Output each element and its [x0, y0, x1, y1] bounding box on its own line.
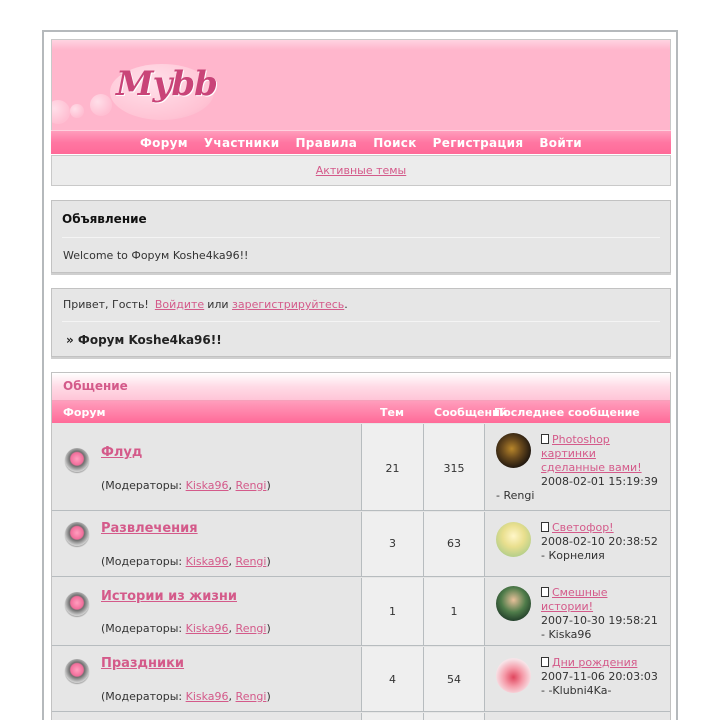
last-post-author: - Корнелия [541, 549, 605, 562]
col-posts: Сообщений [434, 406, 508, 419]
divider [62, 321, 660, 322]
last-post-date: 2007-11-06 20:03:03 [541, 670, 658, 683]
moderator-link[interactable]: Rengi [235, 622, 267, 635]
moderator-link[interactable]: Kiska96 [185, 622, 229, 635]
forum-title: » Форум Koshe4ka96!! [66, 333, 222, 347]
posts-cell [424, 578, 485, 645]
posts-cell [424, 647, 485, 711]
user-avatar[interactable] [496, 658, 531, 693]
announcement-block [51, 200, 671, 273]
user-avatar[interactable] [496, 433, 531, 468]
forum-link[interactable]: Флуд [101, 445, 143, 460]
last-post-author: - Rengi [496, 489, 535, 502]
topics-count: 4 [389, 673, 396, 686]
col-forum: Форум [63, 406, 106, 419]
last-post-author: - Kiska96 [541, 628, 592, 641]
forum-link[interactable]: Праздники [101, 656, 185, 671]
forum-link[interactable]: Истории из жизни [101, 589, 237, 604]
document-icon [541, 434, 549, 444]
header-banner [51, 39, 671, 131]
last-post-cell [485, 647, 670, 711]
nav-register[interactable]: Регистрация [432, 136, 524, 150]
moderators: (Модераторы: Kiska96, Rengi) [101, 555, 271, 568]
last-post-info [541, 521, 667, 563]
moderators-label: (Модераторы: [101, 479, 183, 492]
last-post-info [541, 433, 667, 489]
posts-cell [424, 424, 485, 510]
last-post-date: 2008-02-01 15:19:39 [541, 475, 658, 488]
divider [62, 237, 660, 238]
moderators: (Модераторы: Kiska96, Rengi) [101, 690, 271, 703]
logo[interactable]: Mybb [116, 64, 217, 104]
category-general [51, 372, 671, 720]
topics-count: 1 [389, 605, 396, 618]
topics-count: 3 [389, 537, 396, 550]
topics-count: 21 [385, 462, 400, 475]
category-header [52, 373, 670, 401]
last-post-link[interactable]: Photoshop картинки сделанные вами! [541, 433, 642, 474]
nav-login[interactable]: Войти [539, 136, 583, 150]
forum-cell [52, 578, 362, 645]
topics-cell [362, 647, 424, 711]
document-icon [541, 522, 549, 532]
decor-bubble [70, 104, 84, 118]
posts-cell [424, 512, 485, 576]
col-last-post: Последнее сообщение [494, 406, 640, 419]
posts-count: 54 [447, 673, 461, 686]
moderator-link[interactable]: Kiska96 [185, 479, 229, 492]
user-avatar[interactable] [496, 586, 531, 621]
forum-cell [52, 713, 362, 720]
last-post-link[interactable]: Смешные истории! [541, 586, 608, 613]
document-icon [541, 657, 549, 667]
last-post-cell [485, 424, 670, 510]
nav-rules[interactable]: Правила [295, 136, 358, 150]
forum-row [52, 578, 670, 646]
moderators-label: (Модераторы: [101, 555, 183, 568]
category-title[interactable]: Общение [63, 379, 128, 393]
login-link[interactable]: Войдите [154, 298, 205, 311]
announcement-text: Welcome to Форум Koshe4ka96!! [63, 249, 249, 262]
nav-members[interactable]: Участники [203, 136, 280, 150]
welcome-block [51, 288, 671, 357]
forum-cell [52, 512, 362, 576]
greeting: Привет, Гость! [63, 298, 149, 311]
moderators: (Модераторы: Kiska96, Rengi) [101, 479, 271, 492]
forum-row [52, 647, 670, 712]
posts-count: 315 [443, 462, 465, 475]
posts-count: 1 [450, 605, 458, 618]
active-topics-link[interactable]: Активные темы [315, 164, 407, 177]
last-post-link[interactable]: Дни рождения [552, 656, 638, 669]
last-post-info [541, 656, 667, 698]
forum-row [52, 713, 670, 720]
topics-cell [362, 512, 424, 576]
moderators-label: (Модераторы: [101, 690, 183, 703]
forum-status-icon [65, 448, 89, 472]
decor-bubble [51, 100, 70, 124]
topics-cell [362, 713, 424, 720]
topics-cell [362, 578, 424, 645]
register-link[interactable]: зарегистрируйтесь [232, 298, 345, 311]
forum-row [52, 424, 670, 511]
moderators: (Модераторы: Kiska96, Rengi) [101, 622, 271, 635]
forum-status-icon [65, 659, 89, 683]
moderator-link[interactable]: Rengi [235, 690, 267, 703]
posts-count: 63 [447, 537, 461, 550]
moderator-link[interactable]: Rengi [235, 555, 267, 568]
moderator-link[interactable]: Rengi [235, 479, 267, 492]
forum-link[interactable]: Развлечения [101, 521, 198, 536]
welcome-text [63, 298, 348, 311]
moderator-link[interactable]: Kiska96 [185, 690, 229, 703]
decor-bubble [90, 94, 112, 116]
forum-status-icon [65, 522, 89, 546]
last-post-cell [485, 512, 670, 576]
page-container [42, 30, 678, 720]
moderators-label: (Модераторы: [101, 622, 183, 635]
nav-forum[interactable]: Форум [139, 136, 188, 150]
user-avatar[interactable] [496, 522, 531, 557]
last-post-author: - -Klubni4Ka- [541, 684, 612, 697]
main-navbar [51, 130, 671, 154]
last-post-cell [485, 578, 670, 645]
forum-cell [52, 424, 362, 510]
last-post-date: 2008-02-10 20:38:52 [541, 535, 658, 548]
announcement-title: Объявление [62, 212, 147, 226]
topics-cell [362, 424, 424, 510]
column-headers [52, 401, 670, 423]
posts-cell [424, 713, 485, 720]
or-text: или [207, 298, 229, 311]
last-post-link[interactable]: Светофор! [552, 521, 614, 534]
document-icon [541, 587, 549, 597]
col-topics: Тем [380, 406, 404, 419]
forum-row [52, 512, 670, 577]
nav-search[interactable]: Поиск [373, 136, 417, 150]
moderator-link[interactable]: Kiska96 [185, 555, 229, 568]
period-text: . [344, 298, 348, 311]
last-post-date: 2007-10-30 19:58:21 [541, 614, 658, 627]
forum-cell [52, 647, 362, 711]
sub-navbar [51, 155, 671, 186]
forum-status-icon [65, 592, 89, 616]
last-post-info [541, 586, 667, 642]
